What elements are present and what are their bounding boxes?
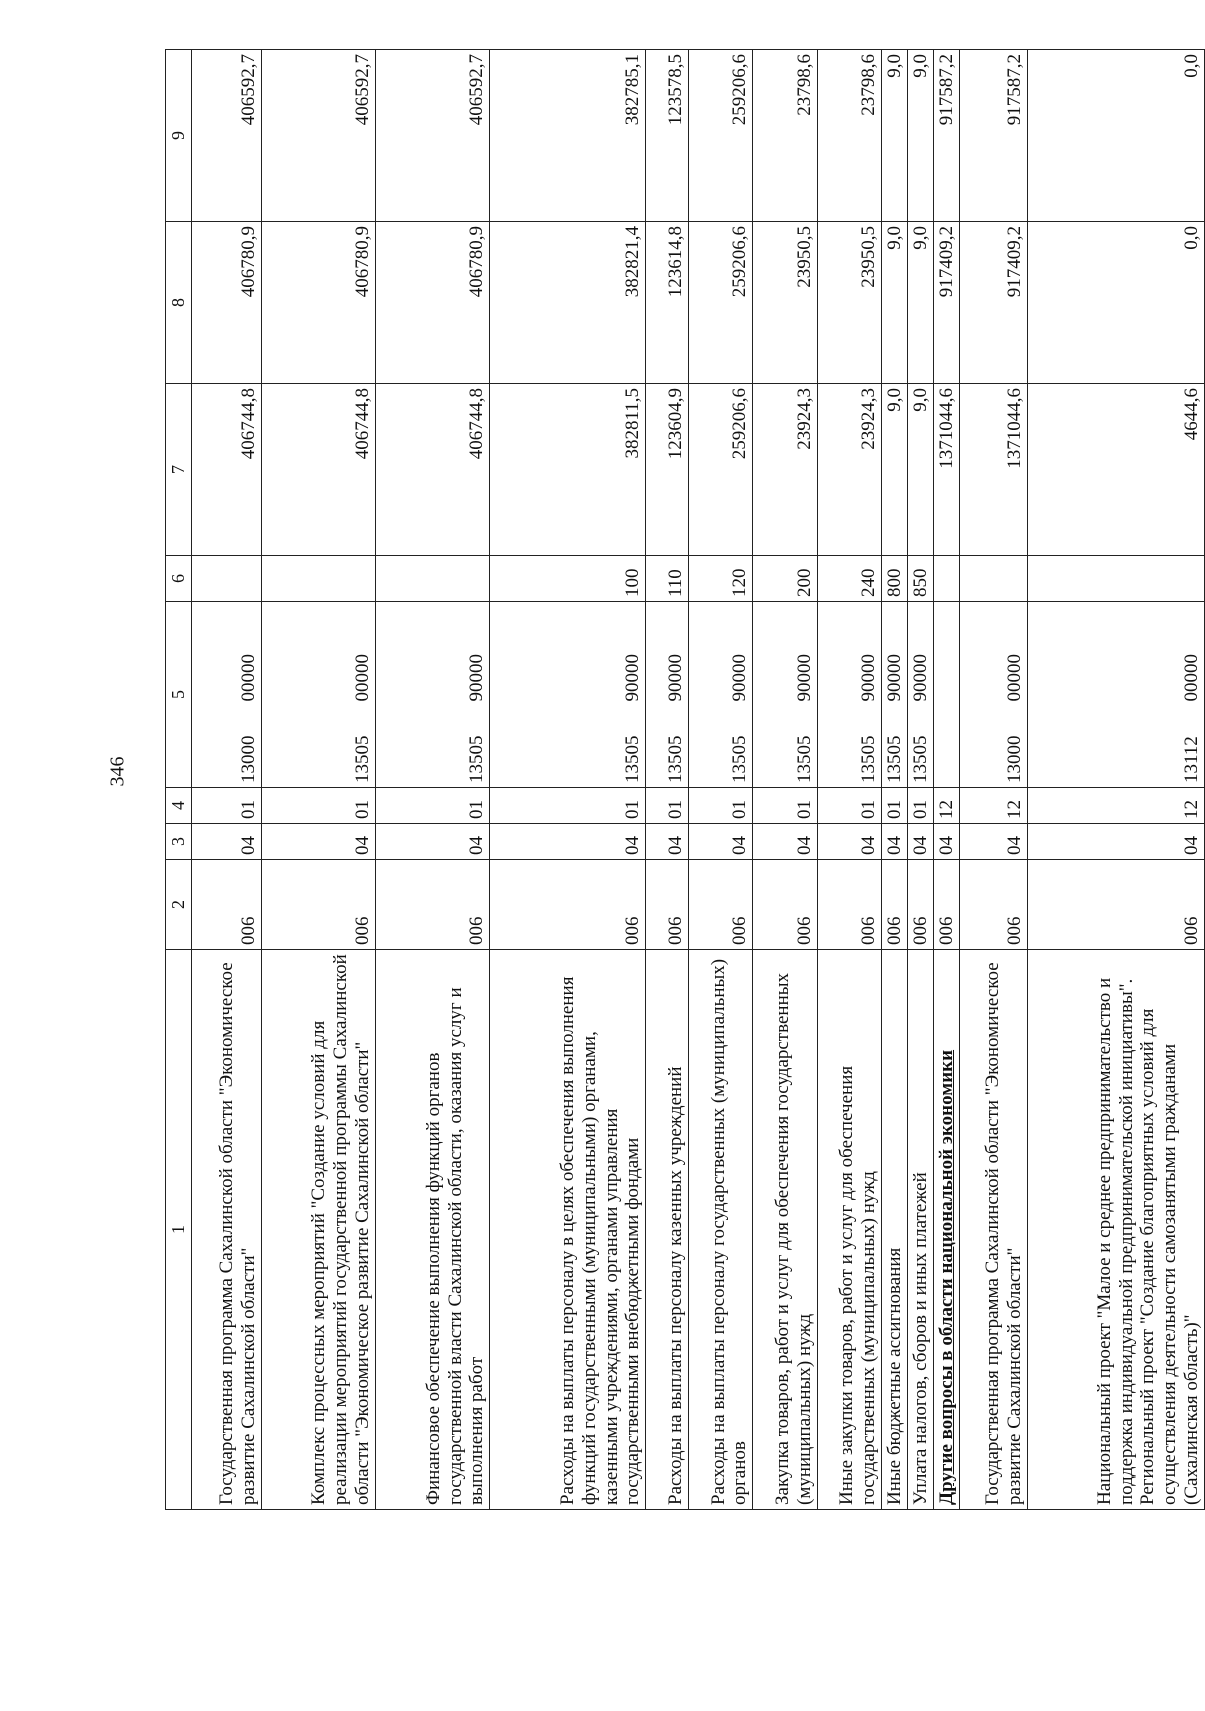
row-section: 04 bbox=[261, 824, 375, 860]
row-description: Комплекс процессных мероприятий "Создание условий для реализации мероприятий государственной программы Сахалинской области "Экономическое развитие Сахалинской области" bbox=[261, 950, 375, 1510]
row-target-direction: 90000 bbox=[817, 602, 881, 706]
row-section: 04 bbox=[817, 824, 881, 860]
row-admin-code: 006 bbox=[688, 860, 752, 950]
row-target-program: 13000 bbox=[191, 706, 261, 788]
table-row bbox=[753, 50, 817, 1510]
row-section: 04 bbox=[907, 824, 933, 860]
header-col-1: 1 bbox=[166, 950, 192, 1510]
row-description: Финансовое обеспечение выполнения функций органов государственной власти Сахалинской области, оказания услуг и выполнения работ bbox=[375, 950, 489, 1510]
row-expense-type bbox=[933, 556, 959, 602]
row-section: 04 bbox=[490, 824, 646, 860]
row-target-direction: 90000 bbox=[490, 602, 646, 706]
row-expense-type: 240 bbox=[817, 556, 881, 602]
row-subsection: 12 bbox=[933, 788, 959, 824]
row-amount-col8: 123614,8 bbox=[646, 222, 689, 384]
row-subsection: 01 bbox=[646, 788, 689, 824]
row-amount-col7: 123604,9 bbox=[646, 384, 689, 556]
row-description: Иные закупки товаров, работ и услуг для обеспечения государственных (муниципальных) нужд bbox=[817, 950, 881, 1510]
row-description: Иные бюджетные ассигнования bbox=[882, 950, 908, 1510]
row-amount-col8: 406780,9 bbox=[261, 222, 375, 384]
row-expense-type: 100 bbox=[490, 556, 646, 602]
header-col-3: 3 bbox=[166, 824, 192, 860]
row-amount-col8: 0,0 bbox=[1028, 222, 1205, 384]
row-subsection: 12 bbox=[959, 788, 1028, 824]
row-admin-code: 006 bbox=[959, 860, 1028, 950]
row-admin-code: 006 bbox=[490, 860, 646, 950]
table-row bbox=[375, 50, 489, 1510]
table-row bbox=[933, 50, 959, 1510]
row-target-direction: 90000 bbox=[753, 602, 817, 706]
header-col-7: 7 bbox=[166, 384, 192, 556]
row-amount-col8: 23950,5 bbox=[817, 222, 881, 384]
row-subsection: 01 bbox=[753, 788, 817, 824]
row-admin-code: 006 bbox=[882, 860, 908, 950]
row-expense-type bbox=[1028, 556, 1205, 602]
row-amount-col7: 4644,6 bbox=[1028, 384, 1205, 556]
row-amount-col9: 406592,7 bbox=[191, 50, 261, 222]
table-row bbox=[646, 50, 689, 1510]
row-amount-col7: 23924,3 bbox=[753, 384, 817, 556]
header-col-4: 4 bbox=[166, 788, 192, 824]
row-target-direction: 90000 bbox=[375, 602, 489, 706]
row-description: Государственная программа Сахалинской области "Экономическое развитие Сахалинской области" bbox=[959, 950, 1028, 1510]
row-section: 04 bbox=[688, 824, 752, 860]
row-subsection: 12 bbox=[1028, 788, 1205, 824]
row-target-program: 13505 bbox=[646, 706, 689, 788]
row-section: 04 bbox=[753, 824, 817, 860]
row-subsection: 01 bbox=[490, 788, 646, 824]
row-amount-col8: 9,0 bbox=[882, 222, 908, 384]
row-expense-type: 120 bbox=[688, 556, 752, 602]
row-amount-col7: 23924,3 bbox=[817, 384, 881, 556]
table-row bbox=[688, 50, 752, 1510]
table-row bbox=[907, 50, 933, 1510]
row-description: Расходы на выплаты персоналу казенных учреждений bbox=[646, 950, 689, 1510]
row-amount-col9: 382785,1 bbox=[490, 50, 646, 222]
row-amount-col8: 917409,2 bbox=[933, 222, 959, 384]
row-amount-col9: 23798,6 bbox=[817, 50, 881, 222]
row-subsection: 01 bbox=[375, 788, 489, 824]
row-section: 04 bbox=[646, 824, 689, 860]
row-section: 04 bbox=[191, 824, 261, 860]
row-admin-code: 006 bbox=[907, 860, 933, 950]
row-section: 04 bbox=[959, 824, 1028, 860]
row-description: Уплата налогов, сборов и иных платежей bbox=[907, 950, 933, 1510]
row-amount-col7: 406744,8 bbox=[261, 384, 375, 556]
row-target-program: 13505 bbox=[907, 706, 933, 788]
row-target-direction: 90000 bbox=[646, 602, 689, 706]
section-heading: Другие вопросы в области национальной экономики bbox=[935, 1049, 957, 1505]
row-description: Расходы на выплаты персоналу государственных (муниципальных) органов bbox=[688, 950, 752, 1510]
row-target-program: 13505 bbox=[261, 706, 375, 788]
row-expense-type bbox=[191, 556, 261, 602]
row-subsection: 01 bbox=[882, 788, 908, 824]
row-amount-col8: 917409,2 bbox=[959, 222, 1028, 384]
row-admin-code: 006 bbox=[375, 860, 489, 950]
row-target-program: 13000 bbox=[959, 706, 1028, 788]
row-admin-code: 006 bbox=[261, 860, 375, 950]
row-amount-col7: 406744,8 bbox=[191, 384, 261, 556]
row-target-program: 13112 bbox=[1028, 706, 1205, 788]
row-amount-col8: 406780,9 bbox=[191, 222, 261, 384]
row-amount-col9: 259206,6 bbox=[688, 50, 752, 222]
row-target-direction: 90000 bbox=[907, 602, 933, 706]
row-section: 04 bbox=[933, 824, 959, 860]
budget-table bbox=[165, 49, 1205, 1510]
row-amount-col8: 9,0 bbox=[907, 222, 933, 384]
row-amount-col7: 1371044,6 bbox=[933, 384, 959, 556]
row-expense-type: 200 bbox=[753, 556, 817, 602]
row-amount-col8: 382821,4 bbox=[490, 222, 646, 384]
table-row bbox=[490, 50, 646, 1510]
row-amount-col9: 0,0 bbox=[1028, 50, 1205, 222]
row-amount-col7: 9,0 bbox=[882, 384, 908, 556]
row-target-program: 13505 bbox=[375, 706, 489, 788]
row-target-direction: 00000 bbox=[261, 602, 375, 706]
row-admin-code: 006 bbox=[191, 860, 261, 950]
row-amount-col9: 123578,5 bbox=[646, 50, 689, 222]
row-description: Государственная программа Сахалинской области "Экономическое развитие Сахалинской области" bbox=[191, 950, 261, 1510]
row-target-direction bbox=[933, 602, 959, 706]
row-amount-col9: 917587,2 bbox=[959, 50, 1028, 222]
row-amount-col7: 1371044,6 bbox=[959, 384, 1028, 556]
row-amount-col9: 406592,7 bbox=[261, 50, 375, 222]
row-subsection: 01 bbox=[817, 788, 881, 824]
row-section: 04 bbox=[1028, 824, 1205, 860]
row-expense-type: 850 bbox=[907, 556, 933, 602]
row-target-program bbox=[933, 706, 959, 788]
row-expense-type bbox=[959, 556, 1028, 602]
header-col-9: 9 bbox=[166, 50, 192, 222]
row-amount-col9: 406592,7 bbox=[375, 50, 489, 222]
row-admin-code: 006 bbox=[817, 860, 881, 950]
row-admin-code: 006 bbox=[933, 860, 959, 950]
row-admin-code: 006 bbox=[753, 860, 817, 950]
header-row bbox=[166, 50, 192, 1510]
row-target-program: 13505 bbox=[817, 706, 881, 788]
row-amount-col9: 9,0 bbox=[907, 50, 933, 222]
row-amount-col9: 917587,2 bbox=[933, 50, 959, 222]
row-expense-type bbox=[261, 556, 375, 602]
row-amount-col8: 259206,6 bbox=[688, 222, 752, 384]
row-subsection: 01 bbox=[191, 788, 261, 824]
table-row bbox=[1028, 50, 1205, 1510]
page-number: 346 bbox=[106, 756, 129, 787]
row-expense-type: 110 bbox=[646, 556, 689, 602]
budget-table-sheet bbox=[165, 50, 1205, 1510]
row-target-program: 13505 bbox=[490, 706, 646, 788]
table-row bbox=[261, 50, 375, 1510]
row-amount-col7: 9,0 bbox=[907, 384, 933, 556]
table-row bbox=[817, 50, 881, 1510]
row-description bbox=[933, 950, 959, 1510]
row-target-direction: 90000 bbox=[688, 602, 752, 706]
table-row bbox=[882, 50, 908, 1510]
row-description: Расходы на выплаты персоналу в целях обеспечения выполнения функций государственными (муниципальными) органами, казенными учреждениями, органами управления государственными внебюджетными фондами bbox=[490, 950, 646, 1510]
row-amount-col7: 382811,5 bbox=[490, 384, 646, 556]
row-amount-col8: 23950,5 bbox=[753, 222, 817, 384]
header-col-6: 6 bbox=[166, 556, 192, 602]
row-amount-col7: 259206,6 bbox=[688, 384, 752, 556]
row-section: 04 bbox=[375, 824, 489, 860]
header-col-2: 2 bbox=[166, 860, 192, 950]
row-subsection: 01 bbox=[688, 788, 752, 824]
row-target-direction: 00000 bbox=[191, 602, 261, 706]
row-amount-col8: 406780,9 bbox=[375, 222, 489, 384]
table-row bbox=[959, 50, 1028, 1510]
row-expense-type: 800 bbox=[882, 556, 908, 602]
header-col-5: 5 bbox=[166, 602, 192, 788]
row-amount-col9: 9,0 bbox=[882, 50, 908, 222]
row-target-program: 13505 bbox=[688, 706, 752, 788]
header-col-8: 8 bbox=[166, 222, 192, 384]
row-target-program: 13505 bbox=[753, 706, 817, 788]
table-row bbox=[191, 50, 261, 1510]
row-target-direction: 00000 bbox=[1028, 602, 1205, 706]
row-amount-col9: 23798,6 bbox=[753, 50, 817, 222]
row-target-direction: 90000 bbox=[882, 602, 908, 706]
row-section: 04 bbox=[882, 824, 908, 860]
row-admin-code: 006 bbox=[646, 860, 689, 950]
row-subsection: 01 bbox=[261, 788, 375, 824]
row-description: Закупка товаров, работ и услуг для обеспечения государственных (муниципальных) нужд bbox=[753, 950, 817, 1510]
row-target-program: 13505 bbox=[882, 706, 908, 788]
row-expense-type bbox=[375, 556, 489, 602]
row-target-direction: 00000 bbox=[959, 602, 1028, 706]
row-admin-code: 006 bbox=[1028, 860, 1205, 950]
row-description: Национальный проект "Малое и среднее предпринимательство и поддержка индивидуальной предпринимательской инициативы". Региональный проект "Создание благоприятных условий для осуществления деятельности самозанятыми гражданами (Сахалинская область)" bbox=[1028, 950, 1205, 1510]
row-amount-col7: 406744,8 bbox=[375, 384, 489, 556]
row-subsection: 01 bbox=[907, 788, 933, 824]
